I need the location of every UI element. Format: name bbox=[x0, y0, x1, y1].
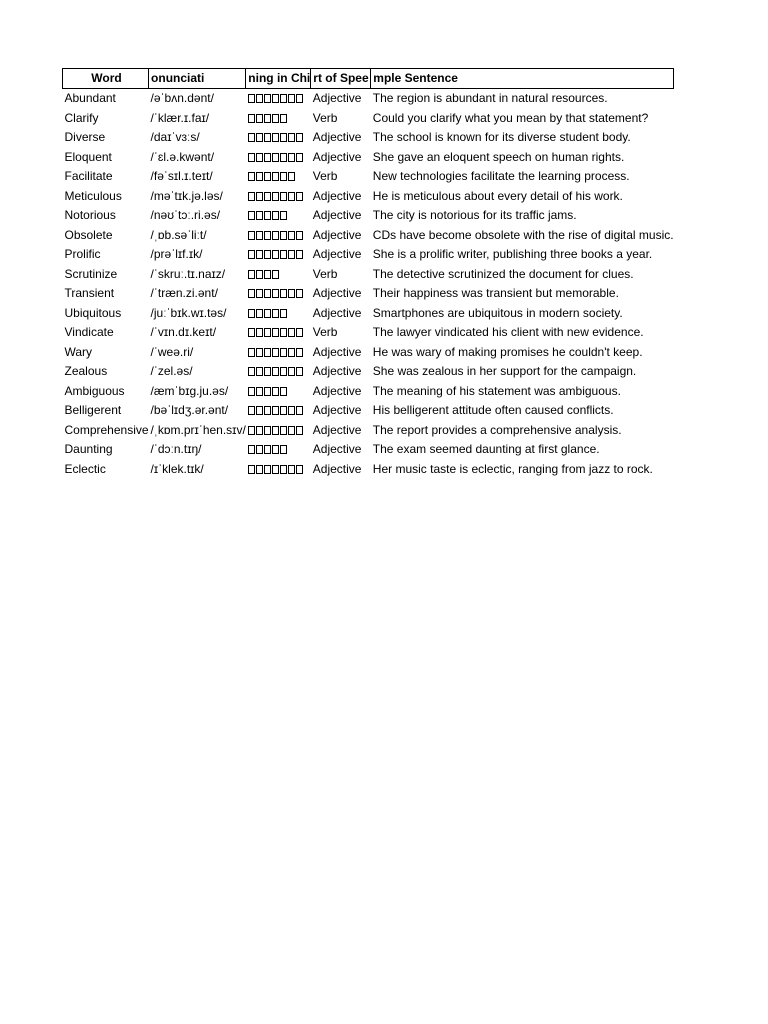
cell-part-of-speech[interactable]: Adjective bbox=[312, 247, 362, 261]
cell-part-of-speech[interactable]: Adjective bbox=[312, 227, 362, 242]
missing-glyph-icon bbox=[296, 289, 303, 298]
table-body bbox=[63, 89, 674, 480]
cell-example-sentence[interactable]: He is meticulous about every detail of his work. bbox=[372, 188, 623, 203]
table-row bbox=[63, 109, 674, 129]
missing-glyph-icon bbox=[264, 348, 271, 357]
missing-glyph-icon bbox=[264, 406, 271, 415]
cell-part-of-speech[interactable]: Adjective bbox=[312, 305, 362, 320]
cell-example-sentence[interactable]: The region is abundant in natural resources. bbox=[372, 91, 608, 105]
missing-glyph-icon bbox=[296, 367, 303, 376]
missing-glyph-icon bbox=[256, 348, 263, 357]
table-row bbox=[63, 304, 674, 324]
cell-meaning[interactable] bbox=[246, 382, 311, 402]
missing-glyph-icon bbox=[280, 133, 287, 142]
missing-glyph-icon bbox=[264, 172, 271, 181]
missing-glyph-icon bbox=[256, 387, 263, 396]
missing-glyph-icon bbox=[264, 153, 271, 162]
cell-example-sentence[interactable]: The detective scrutinized the document for clues. bbox=[372, 266, 634, 281]
missing-glyph-icon bbox=[256, 153, 263, 162]
cell-pronunciation[interactable]: /ˌɒb.səˈliːt/ bbox=[150, 227, 207, 242]
table-row bbox=[63, 167, 674, 187]
cell-meaning[interactable] bbox=[246, 167, 311, 187]
table-row bbox=[63, 89, 674, 109]
missing-glyph-icon bbox=[256, 426, 263, 435]
cell-pronunciation[interactable]: /nəʊˈtɔː.ri.əs/ bbox=[150, 208, 221, 222]
cell-part-of-speech[interactable]: Adjective bbox=[312, 442, 362, 456]
missing-glyph-icon bbox=[280, 367, 287, 376]
missing-glyph-icon bbox=[280, 289, 287, 298]
table-row bbox=[63, 187, 674, 207]
cell-part-of-speech[interactable]: Adjective bbox=[312, 149, 362, 164]
missing-glyph-icon bbox=[264, 133, 271, 142]
cell-example-sentence[interactable]: His belligerent attitude often caused conflicts. bbox=[372, 403, 614, 417]
cell-meaning[interactable] bbox=[246, 284, 311, 304]
missing-glyph-icon bbox=[264, 445, 271, 454]
cell-part-of-speech[interactable]: Adjective bbox=[312, 403, 362, 417]
cell-part-of-speech[interactable]: Adjective bbox=[312, 383, 362, 398]
cell-meaning[interactable] bbox=[246, 460, 311, 480]
table-row bbox=[63, 206, 674, 226]
missing-glyph-icon bbox=[296, 406, 303, 415]
missing-glyph-icon bbox=[256, 309, 263, 318]
missing-glyph-icon bbox=[248, 114, 255, 123]
cell-word[interactable]: Prolific bbox=[64, 247, 101, 261]
missing-glyph-icon bbox=[272, 328, 279, 337]
cell-word[interactable]: Clarify bbox=[64, 110, 99, 125]
missing-glyph-icon bbox=[248, 348, 255, 357]
cell-pronunciation[interactable]: /ˈvɪn.dɪ.keɪt/ bbox=[150, 325, 217, 339]
cell-word[interactable]: Obsolete bbox=[64, 227, 113, 242]
missing-glyph-icon bbox=[296, 192, 303, 201]
cell-pronunciation[interactable]: /daɪˈvɜːs/ bbox=[150, 130, 200, 144]
missing-glyph-icon bbox=[288, 133, 295, 142]
cell-pronunciation[interactable]: /bəˈlɪdʒ.ər.ənt/ bbox=[150, 403, 229, 417]
table-row bbox=[63, 343, 674, 363]
missing-glyph-icon bbox=[272, 172, 279, 181]
cell-meaning[interactable] bbox=[246, 265, 311, 285]
missing-glyph-icon bbox=[272, 133, 279, 142]
missing-glyph-icon bbox=[248, 309, 255, 318]
cell-word[interactable]: Daunting bbox=[64, 442, 113, 456]
missing-glyph-icon bbox=[272, 94, 279, 103]
missing-glyph-icon bbox=[280, 406, 287, 415]
missing-glyph-icon bbox=[288, 465, 295, 474]
missing-glyph-icon bbox=[248, 406, 255, 415]
cell-word[interactable]: Transient bbox=[64, 286, 115, 300]
missing-glyph-icon bbox=[280, 153, 287, 162]
header-meaning[interactable]: ning in Chi bbox=[246, 69, 311, 89]
missing-glyph-icon bbox=[280, 250, 287, 259]
cell-meaning[interactable] bbox=[246, 187, 311, 207]
missing-glyph-icon bbox=[288, 328, 295, 337]
cell-meaning[interactable] bbox=[246, 440, 311, 460]
missing-glyph-icon bbox=[272, 309, 279, 318]
missing-glyph-icon bbox=[272, 211, 279, 220]
cell-example-sentence[interactable]: The city is notorious for its traffic jams. bbox=[372, 208, 577, 222]
table-row bbox=[63, 245, 674, 265]
missing-glyph-icon bbox=[288, 153, 295, 162]
missing-glyph-icon bbox=[264, 387, 271, 396]
missing-glyph-icon bbox=[248, 211, 255, 220]
cell-meaning[interactable] bbox=[246, 206, 311, 226]
missing-glyph-icon bbox=[256, 406, 263, 415]
cell-meaning[interactable] bbox=[246, 109, 311, 129]
table-row bbox=[63, 382, 674, 402]
missing-glyph-icon bbox=[256, 231, 263, 240]
cell-pronunciation[interactable]: /ɪˈklek.tɪk/ bbox=[150, 461, 204, 476]
missing-glyph-icon bbox=[272, 231, 279, 240]
cell-example-sentence[interactable]: She was zealous in her support for the campaign. bbox=[372, 364, 637, 378]
cell-meaning[interactable] bbox=[246, 401, 311, 421]
cell-example-sentence[interactable]: He was wary of making promises he couldn't keep. bbox=[372, 344, 643, 359]
missing-glyph-icon bbox=[264, 367, 271, 376]
missing-glyph-icon bbox=[296, 250, 303, 259]
table-row bbox=[63, 401, 674, 421]
missing-glyph-icon bbox=[248, 426, 255, 435]
cell-part-of-speech[interactable]: Verb bbox=[312, 110, 338, 125]
missing-glyph-icon bbox=[288, 250, 295, 259]
missing-glyph-icon bbox=[248, 133, 255, 142]
missing-glyph-icon bbox=[272, 465, 279, 474]
missing-glyph-icon bbox=[256, 465, 263, 474]
table-row bbox=[63, 460, 674, 480]
missing-glyph-icon bbox=[288, 348, 295, 357]
missing-glyph-icon bbox=[264, 114, 271, 123]
missing-glyph-icon bbox=[296, 133, 303, 142]
cell-example-sentence[interactable]: Could you clarify what you mean by that statement? bbox=[372, 110, 649, 125]
missing-glyph-icon bbox=[264, 426, 271, 435]
missing-glyph-icon bbox=[248, 445, 255, 454]
missing-glyph-icon bbox=[264, 465, 271, 474]
cell-word[interactable]: Vindicate bbox=[64, 325, 114, 339]
cell-pronunciation[interactable]: /prəˈlɪf.ɪk/ bbox=[150, 247, 203, 261]
cell-word[interactable]: Diverse bbox=[64, 130, 106, 144]
missing-glyph-icon bbox=[264, 94, 271, 103]
table-row bbox=[63, 284, 674, 304]
header-pronunciation[interactable]: onunciati bbox=[149, 69, 246, 89]
missing-glyph-icon bbox=[256, 114, 263, 123]
missing-glyph-icon bbox=[272, 445, 279, 454]
cell-word[interactable]: Meticulous bbox=[64, 188, 122, 203]
cell-pronunciation[interactable]: /ˈdɔːn.tɪŋ/ bbox=[150, 442, 202, 456]
missing-glyph-icon bbox=[280, 309, 287, 318]
cell-part-of-speech[interactable]: Verb bbox=[312, 266, 338, 281]
cell-word[interactable]: Comprehensive bbox=[64, 422, 149, 437]
missing-glyph-icon bbox=[248, 270, 255, 279]
missing-glyph-icon bbox=[248, 192, 255, 201]
table-row bbox=[63, 128, 674, 148]
missing-glyph-icon bbox=[288, 289, 295, 298]
missing-glyph-icon bbox=[248, 153, 255, 162]
missing-glyph-icon bbox=[280, 211, 287, 220]
cell-part-of-speech[interactable]: Adjective bbox=[312, 208, 362, 222]
header-part-of-speech[interactable]: rt of Spee bbox=[311, 69, 371, 89]
missing-glyph-icon bbox=[272, 250, 279, 259]
cell-pronunciation[interactable]: /æmˈbɪg.ju.əs/ bbox=[150, 383, 229, 398]
cell-pronunciation[interactable]: /ˈskruː.tɪ.naɪz/ bbox=[150, 266, 226, 281]
missing-glyph-icon bbox=[280, 114, 287, 123]
cell-example-sentence[interactable]: CDs have become obsolete with the rise of digital music. bbox=[372, 227, 674, 242]
cell-meaning[interactable] bbox=[246, 421, 311, 441]
cell-word[interactable]: Scrutinize bbox=[64, 266, 118, 281]
cell-pronunciation[interactable]: /ˈɛl.ə.kwənt/ bbox=[150, 149, 215, 164]
missing-glyph-icon bbox=[272, 348, 279, 357]
missing-glyph-icon bbox=[256, 94, 263, 103]
missing-glyph-icon bbox=[256, 192, 263, 201]
missing-glyph-icon bbox=[248, 172, 255, 181]
cell-word[interactable]: Wary bbox=[64, 344, 93, 359]
missing-glyph-icon bbox=[280, 387, 287, 396]
missing-glyph-icon bbox=[248, 94, 255, 103]
cell-part-of-speech[interactable]: Adjective bbox=[312, 422, 362, 437]
cell-example-sentence[interactable]: The lawyer vindicated his client with new evidence. bbox=[372, 325, 644, 339]
missing-glyph-icon bbox=[256, 367, 263, 376]
missing-glyph-icon bbox=[256, 133, 263, 142]
missing-glyph-icon bbox=[280, 445, 287, 454]
missing-glyph-icon bbox=[256, 270, 263, 279]
cell-part-of-speech[interactable]: Adjective bbox=[312, 461, 362, 476]
missing-glyph-icon bbox=[264, 231, 271, 240]
cell-word[interactable]: Zealous bbox=[64, 364, 108, 378]
missing-glyph-icon bbox=[248, 328, 255, 337]
cell-meaning[interactable] bbox=[246, 148, 311, 168]
cell-meaning[interactable] bbox=[246, 362, 311, 382]
missing-glyph-icon bbox=[288, 172, 295, 181]
missing-glyph-icon bbox=[256, 328, 263, 337]
table-row bbox=[63, 226, 674, 246]
cell-part-of-speech[interactable]: Verb bbox=[312, 169, 338, 183]
missing-glyph-icon bbox=[264, 328, 271, 337]
missing-glyph-icon bbox=[280, 426, 287, 435]
cell-example-sentence[interactable]: New technologies facilitate the learning process. bbox=[372, 169, 630, 183]
cell-example-sentence[interactable]: Her music taste is eclectic, ranging from jazz to rock. bbox=[372, 461, 653, 476]
missing-glyph-icon bbox=[296, 94, 303, 103]
missing-glyph-icon bbox=[256, 172, 263, 181]
table-row bbox=[63, 421, 674, 441]
table-row bbox=[63, 362, 674, 382]
missing-glyph-icon bbox=[272, 192, 279, 201]
missing-glyph-icon bbox=[248, 231, 255, 240]
cell-example-sentence[interactable]: She gave an eloquent speech on human rights. bbox=[372, 149, 625, 164]
cell-example-sentence[interactable]: Smartphones are ubiquitous in modern society. bbox=[372, 305, 623, 320]
missing-glyph-icon bbox=[264, 289, 271, 298]
cell-word[interactable]: Eloquent bbox=[64, 149, 112, 164]
missing-glyph-icon bbox=[296, 348, 303, 357]
missing-glyph-icon bbox=[280, 94, 287, 103]
missing-glyph-icon bbox=[288, 231, 295, 240]
missing-glyph-icon bbox=[288, 94, 295, 103]
table-row bbox=[63, 440, 674, 460]
header-row bbox=[63, 69, 674, 89]
cell-pronunciation[interactable]: /ˈweə.ri/ bbox=[150, 344, 194, 359]
missing-glyph-icon bbox=[296, 465, 303, 474]
missing-glyph-icon bbox=[248, 289, 255, 298]
cell-pronunciation[interactable]: /ˈtræn.zi.ənt/ bbox=[150, 286, 218, 300]
missing-glyph-icon bbox=[280, 192, 287, 201]
cell-meaning[interactable] bbox=[246, 128, 311, 148]
cell-part-of-speech[interactable]: Adjective bbox=[312, 91, 362, 105]
header-word[interactable]: Word bbox=[63, 69, 149, 89]
cell-example-sentence[interactable]: She is a prolific writer, publishing three books a year. bbox=[372, 247, 653, 261]
cell-example-sentence[interactable]: The school is known for its diverse student body. bbox=[372, 130, 631, 144]
cell-pronunciation[interactable]: /ˌkɒm.prɪˈhen.sɪv/ bbox=[150, 422, 246, 437]
cell-part-of-speech[interactable]: Adjective bbox=[312, 364, 362, 378]
missing-glyph-icon bbox=[296, 231, 303, 240]
missing-glyph-icon bbox=[280, 231, 287, 240]
cell-example-sentence[interactable]: The exam seemed daunting at first glance. bbox=[372, 442, 600, 456]
missing-glyph-icon bbox=[264, 270, 271, 279]
cell-meaning[interactable] bbox=[246, 304, 311, 324]
missing-glyph-icon bbox=[248, 367, 255, 376]
missing-glyph-icon bbox=[256, 289, 263, 298]
missing-glyph-icon bbox=[248, 465, 255, 474]
missing-glyph-icon bbox=[296, 328, 303, 337]
missing-glyph-icon bbox=[256, 211, 263, 220]
cell-example-sentence[interactable]: Their happiness was transient but memorable. bbox=[372, 286, 619, 300]
cell-word[interactable]: Notorious bbox=[64, 208, 116, 222]
missing-glyph-icon bbox=[280, 465, 287, 474]
missing-glyph-icon bbox=[272, 406, 279, 415]
cell-word[interactable]: Eclectic bbox=[64, 461, 106, 476]
cell-meaning[interactable] bbox=[246, 226, 311, 246]
missing-glyph-icon bbox=[272, 387, 279, 396]
missing-glyph-icon bbox=[256, 445, 263, 454]
vocabulary-table bbox=[62, 68, 674, 479]
missing-glyph-icon bbox=[296, 153, 303, 162]
missing-glyph-icon bbox=[264, 192, 271, 201]
cell-part-of-speech[interactable]: Adjective bbox=[312, 344, 362, 359]
cell-meaning[interactable] bbox=[246, 89, 311, 109]
missing-glyph-icon bbox=[288, 192, 295, 201]
table-row bbox=[63, 323, 674, 343]
missing-glyph-icon bbox=[272, 270, 279, 279]
missing-glyph-icon bbox=[248, 387, 255, 396]
missing-glyph-icon bbox=[288, 406, 295, 415]
cell-example-sentence[interactable]: The report provides a comprehensive analysis. bbox=[372, 422, 622, 437]
cell-pronunciation[interactable]: /məˈtɪk.jə.ləs/ bbox=[150, 188, 223, 203]
cell-meaning[interactable] bbox=[246, 343, 311, 363]
cell-meaning[interactable] bbox=[246, 323, 311, 343]
missing-glyph-icon bbox=[272, 114, 279, 123]
cell-part-of-speech[interactable]: Adjective bbox=[312, 286, 362, 300]
cell-pronunciation[interactable]: /ˈklær.ɪ.faɪ/ bbox=[150, 110, 210, 125]
missing-glyph-icon bbox=[272, 153, 279, 162]
missing-glyph-icon bbox=[296, 426, 303, 435]
cell-pronunciation[interactable]: /əˈbʌn.dənt/ bbox=[150, 91, 214, 105]
missing-glyph-icon bbox=[288, 426, 295, 435]
missing-glyph-icon bbox=[264, 250, 271, 259]
missing-glyph-icon bbox=[288, 367, 295, 376]
cell-word[interactable]: Facilitate bbox=[64, 169, 113, 183]
cell-word[interactable]: Belligerent bbox=[64, 403, 122, 417]
cell-word[interactable]: Ambiguous bbox=[64, 383, 125, 398]
cell-part-of-speech[interactable]: Adjective bbox=[312, 130, 362, 144]
missing-glyph-icon bbox=[248, 250, 255, 259]
missing-glyph-icon bbox=[256, 250, 263, 259]
cell-meaning[interactable] bbox=[246, 245, 311, 265]
cell-pronunciation[interactable]: /juːˈbɪk.wɪ.təs/ bbox=[150, 305, 227, 320]
table-row bbox=[63, 265, 674, 285]
cell-example-sentence[interactable]: The meaning of his statement was ambiguous. bbox=[372, 383, 621, 398]
missing-glyph-icon bbox=[264, 211, 271, 220]
cell-part-of-speech[interactable]: Adjective bbox=[312, 188, 362, 203]
table-row bbox=[63, 148, 674, 168]
cell-word[interactable]: Ubiquitous bbox=[64, 305, 122, 320]
header-example-sentence[interactable]: mple Sentence bbox=[371, 69, 674, 89]
cell-pronunciation[interactable]: /fəˈsɪl.ɪ.teɪt/ bbox=[150, 169, 213, 183]
missing-glyph-icon bbox=[272, 367, 279, 376]
missing-glyph-icon bbox=[272, 289, 279, 298]
missing-glyph-icon bbox=[280, 328, 287, 337]
cell-part-of-speech[interactable]: Verb bbox=[312, 325, 338, 339]
missing-glyph-icon bbox=[272, 426, 279, 435]
cell-pronunciation[interactable]: /ˈzel.əs/ bbox=[150, 364, 193, 378]
missing-glyph-icon bbox=[280, 172, 287, 181]
missing-glyph-icon bbox=[280, 348, 287, 357]
cell-word[interactable]: Abundant bbox=[64, 91, 116, 105]
missing-glyph-icon bbox=[264, 309, 271, 318]
